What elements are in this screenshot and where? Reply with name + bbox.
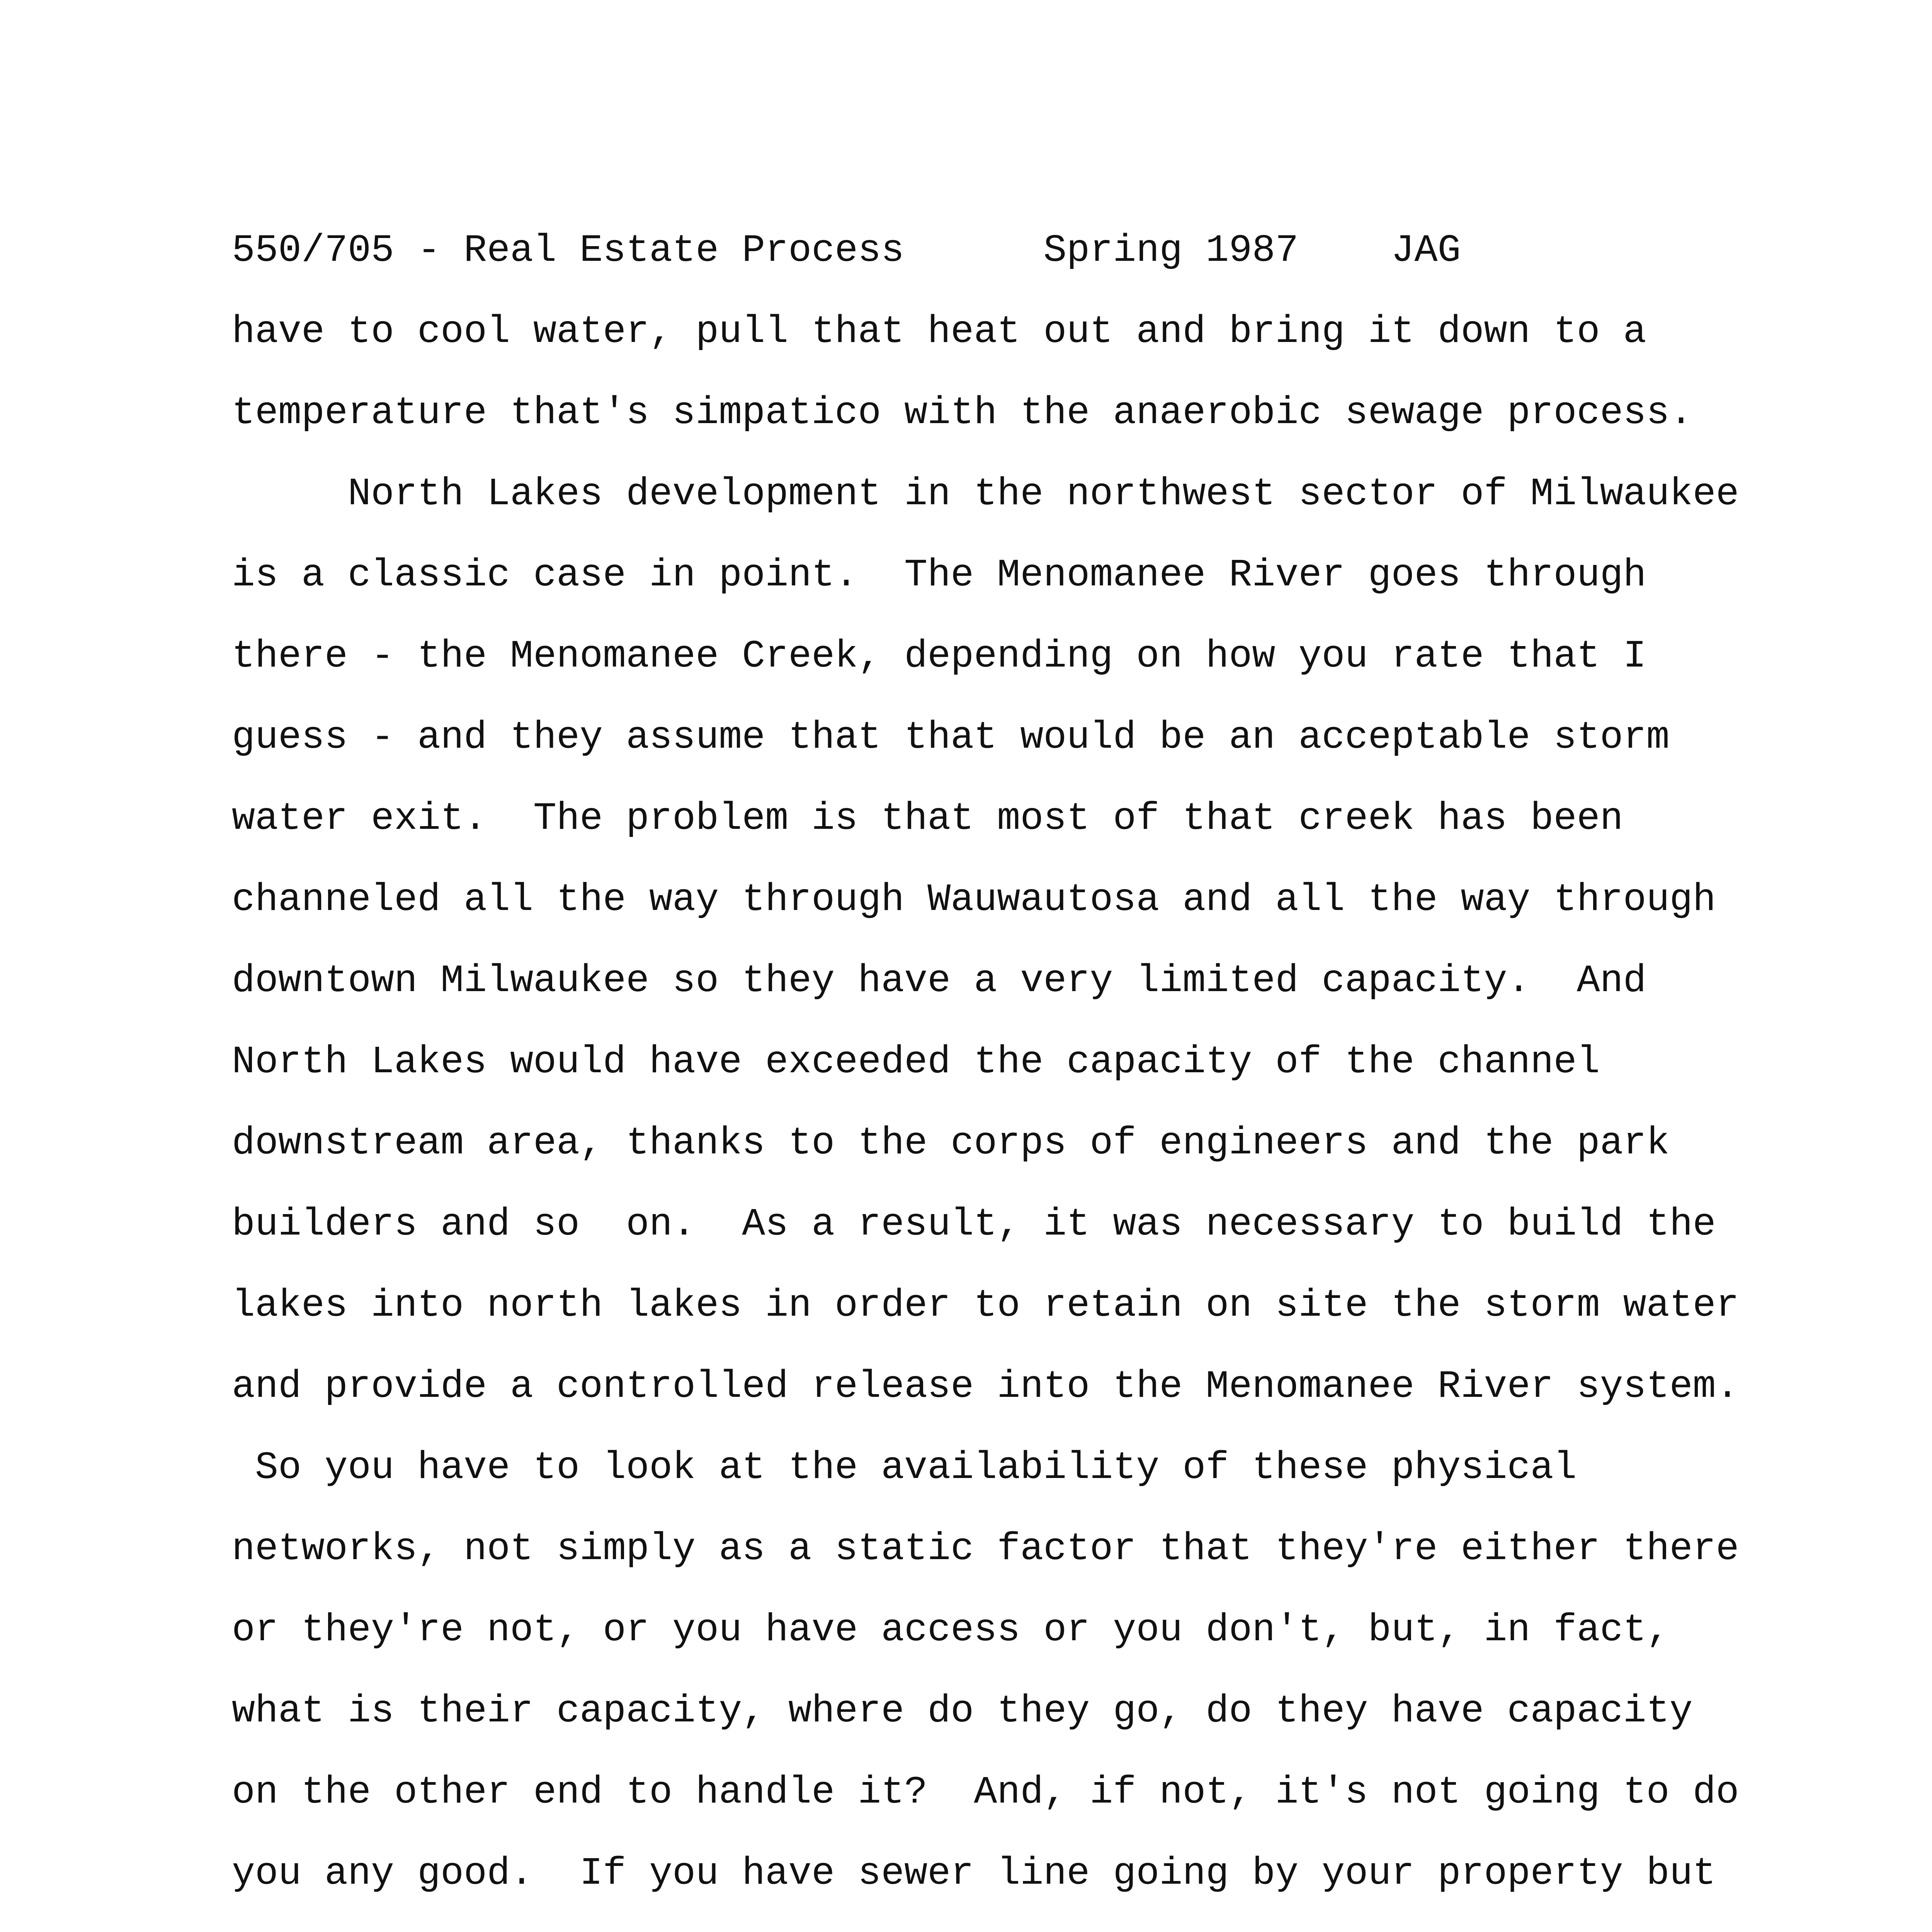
body-line: on the other end to handle it? And, if not, it's not going to do <box>232 1771 1739 1815</box>
body-line: you any good. If you have sewer line going by your property but <box>232 1852 1716 1896</box>
page-header: 550/705 - Real Estate Process Spring 1987 JAG <box>232 229 1461 273</box>
body-line: and provide a controlled release into the Menomanee River system. <box>232 1365 1739 1409</box>
body-line: channeled all the way through Wauwautosa and all the way through <box>232 878 1716 922</box>
body-line: what is their capacity, where do they go, do they have capacity <box>232 1690 1693 1733</box>
body-line: water exit. The problem is that most of that creek has been <box>232 797 1623 841</box>
body-line: North Lakes development in the northwest sector of Milwaukee <box>232 473 1739 516</box>
body-line: So you have to look at the availability of these physical <box>232 1446 1577 1490</box>
body-line: downtown Milwaukee so they have a very limited capacity. And <box>232 959 1646 1003</box>
body-line: temperature that's simpatico with the anaerobic sewage process. <box>232 391 1693 435</box>
body-line: lakes into north lakes in order to retain on site the storm water <box>232 1284 1739 1328</box>
body-line: builders and so on. As a result, it was necessary to build the <box>232 1203 1716 1247</box>
body-line: there - the Menomanee Creek, depending on how you rate that I <box>232 635 1646 679</box>
body-line: networks, not simply as a static factor that they're either there <box>232 1527 1739 1571</box>
body-line: guess - and they assume that that would be an acceptable storm <box>232 716 1670 760</box>
body-line: downstream area, thanks to the corps of engineers and the park <box>232 1122 1670 1165</box>
body-line: North Lakes would have exceeded the capacity of the channel <box>232 1041 1600 1084</box>
body-line: is a classic case in point. The Menomanee River goes through <box>232 554 1646 597</box>
body-line: or they're not, or you have access or you don't, but, in fact, <box>232 1609 1670 1652</box>
body-line: have to cool water, pull that heat out and bring it down to a <box>232 310 1646 354</box>
